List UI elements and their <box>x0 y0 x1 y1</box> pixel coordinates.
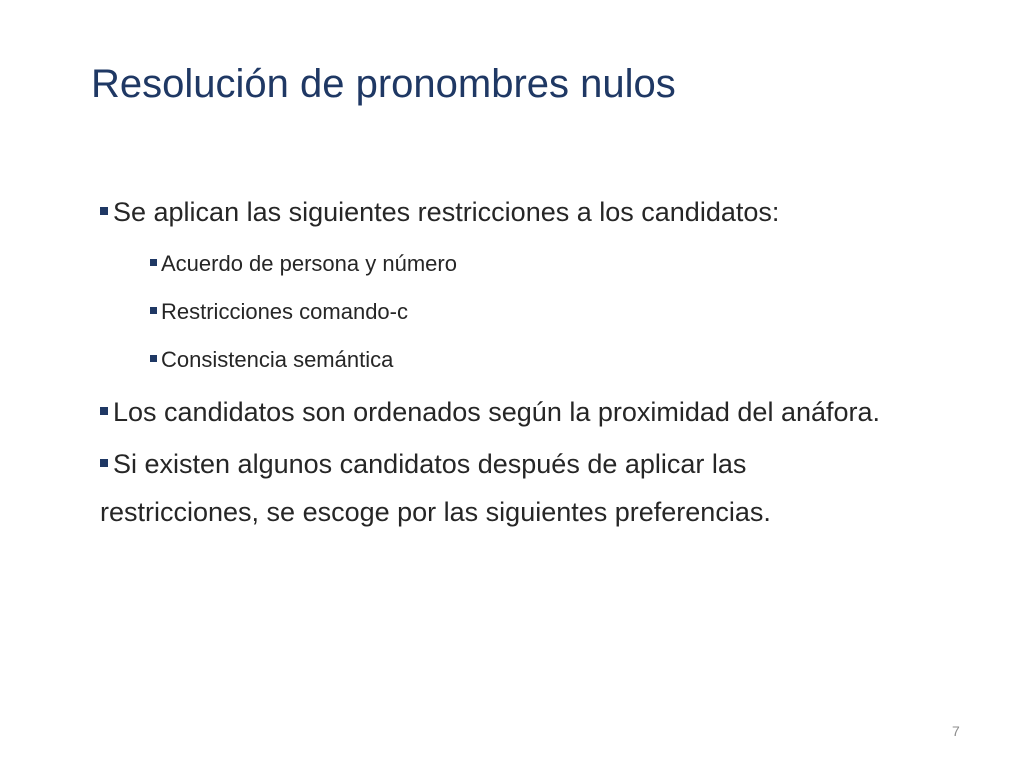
bullet-text: Los candidatos son ordenados según la proximidad del anáfora. <box>113 397 881 427</box>
square-bullet-icon <box>100 459 108 467</box>
sub-bullet-item <box>100 240 900 288</box>
bullet-text: Se aplican las siguientes restricciones a los candidatos: <box>113 197 780 227</box>
sub-bullet-text: Acuerdo de persona y número <box>161 251 457 276</box>
bullet-item <box>100 188 900 236</box>
square-bullet-icon <box>100 407 108 415</box>
bullet-item <box>100 440 890 536</box>
square-bullet-icon <box>100 207 108 215</box>
page-number: 7 <box>952 723 960 739</box>
bullet-item <box>100 388 890 436</box>
sub-bullet-item <box>100 288 900 336</box>
bullet-text: Si existen algunos candidatos después de aplicar las restricciones, se escoge por las siguientes preferencias. <box>100 449 771 527</box>
bullet-list <box>100 188 900 540</box>
slide-title: Resolución de pronombres nulos <box>91 62 676 106</box>
square-bullet-icon <box>150 307 157 314</box>
sub-bullet-text: Restricciones comando-c <box>161 299 408 324</box>
square-bullet-icon <box>150 355 157 362</box>
square-bullet-icon <box>150 259 157 266</box>
sub-bullet-text: Consistencia semántica <box>161 347 394 372</box>
sub-bullet-item <box>100 336 900 384</box>
